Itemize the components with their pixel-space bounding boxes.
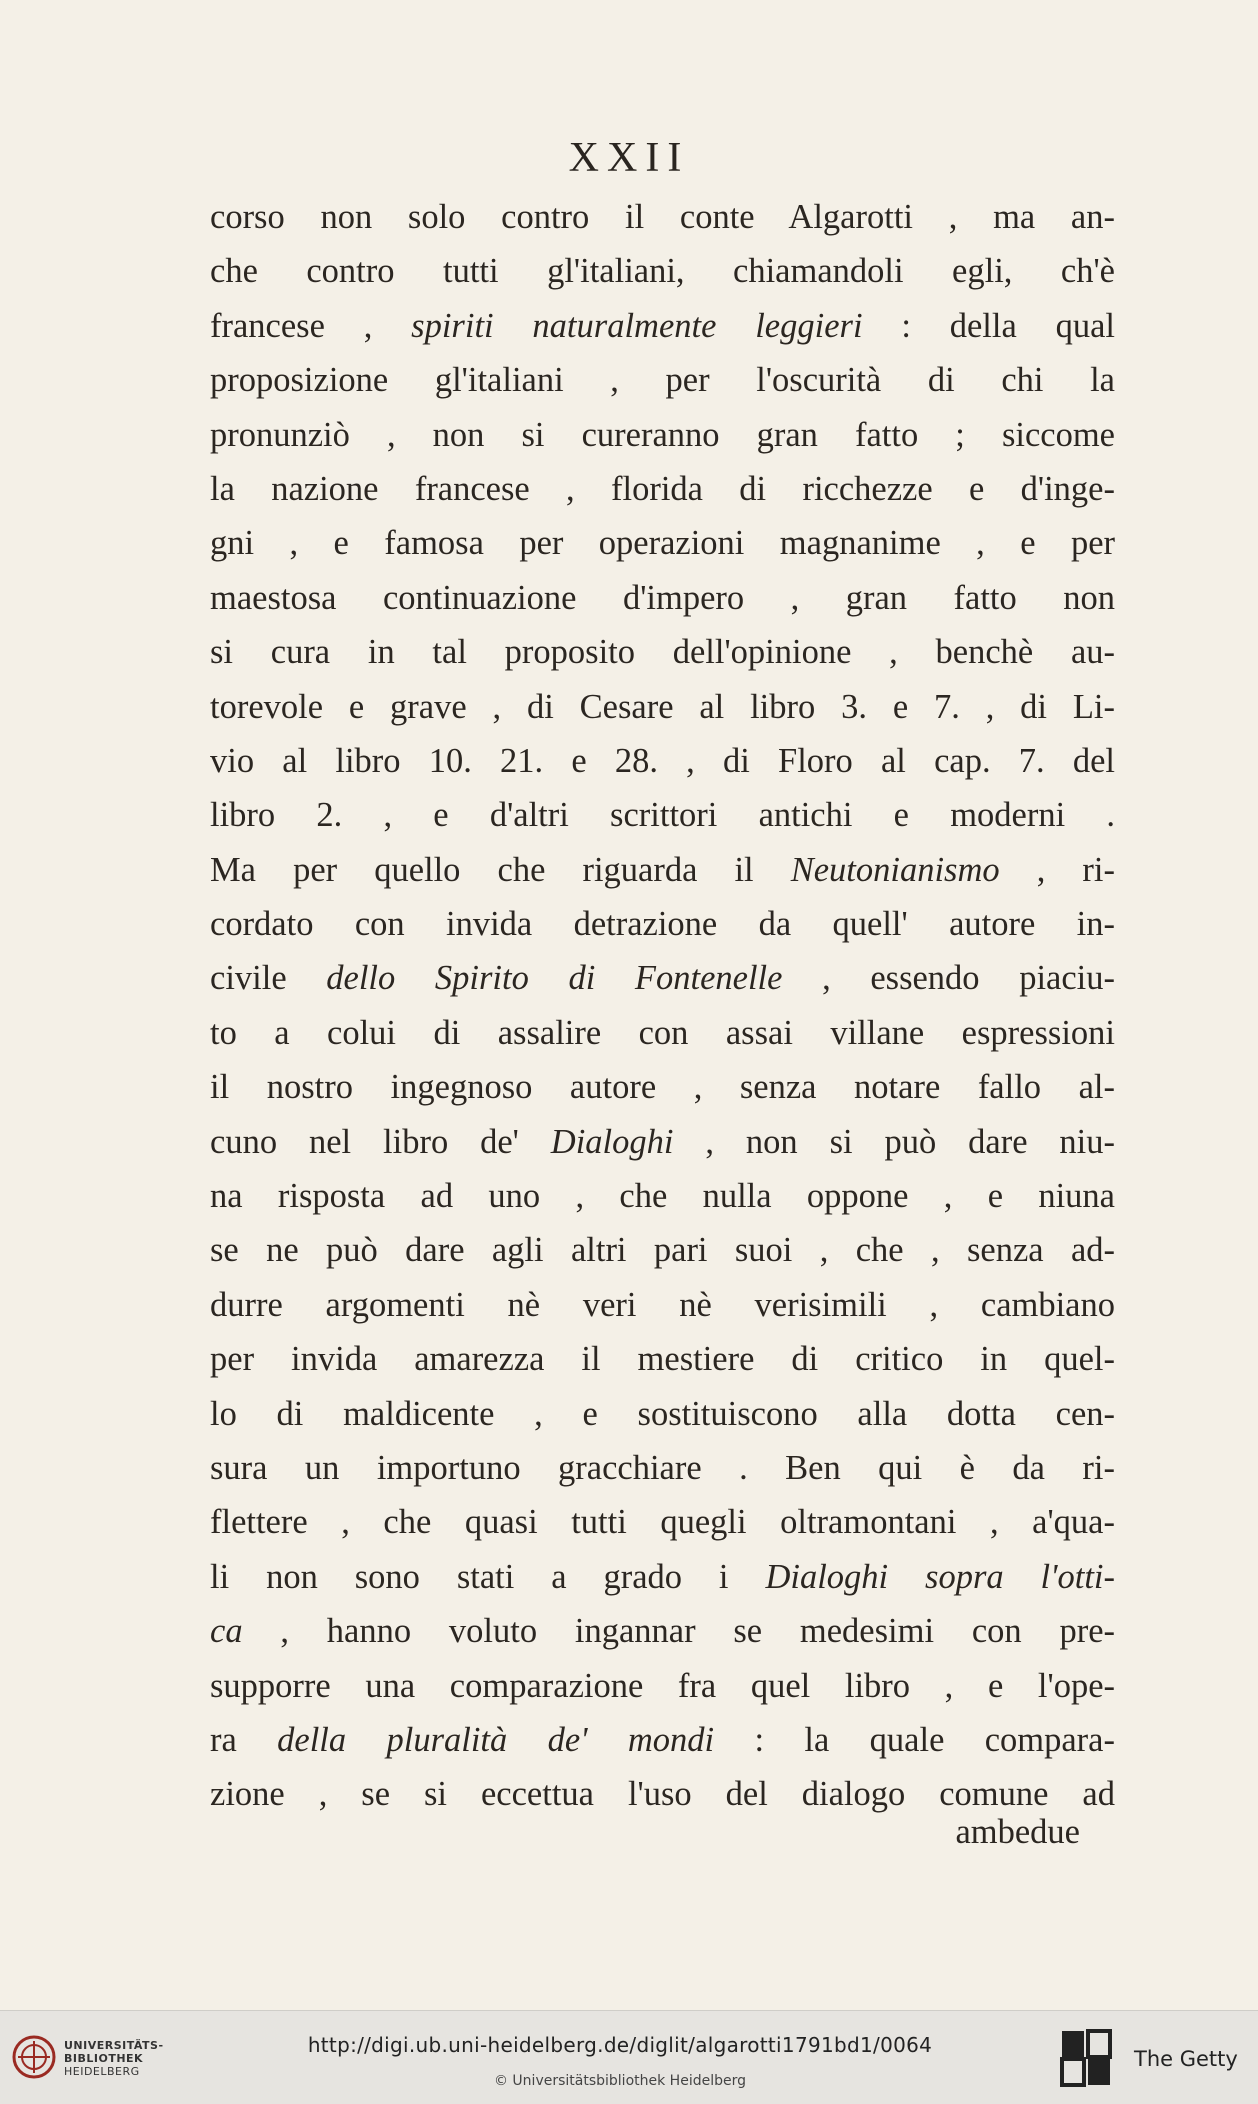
text-segment: civile <box>210 959 327 998</box>
text-line <box>210 408 1115 462</box>
text-line <box>210 734 1115 788</box>
text-line <box>210 1278 1115 1332</box>
text-segment: sura un importuno gracchiare . Ben qui è da ri- <box>210 1448 1115 1487</box>
text-line <box>210 299 1115 353</box>
copyright-notice: © Universitätsbibliothek Heidelberg <box>493 2073 746 2089</box>
text-segment: cordato con invida detrazione da quell' autore in- <box>210 905 1115 944</box>
text-segment: : la quale compara- <box>714 1720 1115 1759</box>
partner-name: The Getty <box>1134 2047 1238 2071</box>
catchword: ambedue <box>955 1813 1080 1851</box>
text-segment: gni , e famosa per operazioni magnanime , e per <box>210 524 1115 563</box>
text-segment: li non sono stati a grado i <box>210 1557 766 1596</box>
text-segment: Ma per quello che riguarda il <box>210 850 791 889</box>
page-number-header: XXII <box>568 135 690 181</box>
library-name-line2: BIBLIOTHEK <box>64 2052 144 2065</box>
text-segment: , ri- <box>999 850 1115 889</box>
text-segment: to a colui di assalire con assai villane espressioni <box>210 1013 1115 1052</box>
text-line <box>210 1060 1115 1114</box>
library-name-line3: HEIDELBERG <box>64 2065 140 2078</box>
text-line <box>210 680 1115 734</box>
text-line <box>210 353 1115 407</box>
text-line <box>210 1441 1115 1495</box>
text-line <box>210 462 1115 516</box>
text-segment: supporre una comparazione fra quel libro , e l'ope- <box>210 1666 1115 1705</box>
text-line <box>210 1713 1115 1767</box>
text-segment: na risposta ad uno , che nulla oppone , e niuna <box>210 1177 1115 1216</box>
text-line <box>210 1115 1115 1169</box>
library-seal-icon <box>12 2035 56 2079</box>
text-line <box>210 1387 1115 1441</box>
italic-segment: della pluralità de' mondi <box>277 1720 715 1759</box>
text-segment: durre argomenti nè veri nè verisimili , cambiano <box>210 1285 1115 1324</box>
text-segment: , non si può dare niu- <box>673 1122 1115 1161</box>
text-segment: libro 2. , e d'altri scrittori antichi e moderni . <box>210 796 1115 835</box>
heidelberg-library-logo[interactable] <box>12 2033 182 2083</box>
text-segment: pronunziò , non si cureranno gran fatto ; siccome <box>210 415 1115 454</box>
text-line <box>210 843 1115 897</box>
permalink-url[interactable]: http://digi.ub.uni-heidelberg.de/diglit/algarotti1791bd1/0064 <box>307 2033 933 2057</box>
getty-logo[interactable] <box>1060 2029 1250 2089</box>
italic-segment: ca <box>210 1612 243 1651</box>
text-segment: proposizione gl'italiani , per l'oscurità di chi la <box>210 361 1115 400</box>
text-line <box>210 1223 1115 1277</box>
viewer-footer <box>0 2010 1258 2104</box>
text-line <box>210 951 1115 1005</box>
text-line <box>210 1604 1115 1658</box>
text-segment: zione , se si eccettua l'uso del dialogo comune ad <box>210 1775 1115 1814</box>
text-line <box>210 190 1115 244</box>
text-segment: si cura in tal proposito dell'opinione , benchè au- <box>210 633 1115 672</box>
text-segment: , hanno voluto ingannar se medesimi con pre- <box>242 1612 1115 1651</box>
text-segment: torevole e grave , di Cesare al libro 3. e 7. , di Li- <box>210 687 1115 726</box>
text-line <box>210 788 1115 842</box>
text-segment: per invida amarezza il mestiere di critico in quel- <box>210 1340 1115 1379</box>
text-segment: flettere , che quasi tutti quegli oltramontani , a'qua- <box>210 1503 1115 1542</box>
text-line <box>210 571 1115 625</box>
text-segment: vio al libro 10. 21. e 28. , di Floro al cap. 7. del <box>210 741 1115 780</box>
italic-segment: dello Spirito di Fontenelle <box>326 959 783 998</box>
italic-segment: Dialoghi <box>550 1122 674 1161</box>
text-segment: che contro tutti gl'italiani, chiamandoli egli, ch'è <box>210 252 1115 291</box>
text-segment: lo di maldicente , e sostituiscono alla dotta cen- <box>210 1394 1115 1433</box>
text-segment: il nostro ingegnoso autore , senza notare fallo al- <box>210 1068 1115 1107</box>
text-segment: cuno nel libro de' <box>210 1122 551 1161</box>
text-segment: maestosa continuazione d'impero , gran fatto non <box>210 578 1115 617</box>
getty-mark-icon <box>1060 2029 1112 2087</box>
text-line <box>210 1169 1115 1223</box>
text-segment: : della qual <box>862 306 1115 345</box>
text-segment: ra <box>210 1720 278 1759</box>
text-line <box>210 516 1115 570</box>
text-line <box>210 1006 1115 1060</box>
italic-segment: spiriti naturalmente leggieri <box>411 306 863 345</box>
italic-segment: Neutonianismo <box>790 850 1000 889</box>
body-text <box>210 190 1115 1822</box>
text-segment: , essendo piaciu- <box>782 959 1115 998</box>
text-line <box>210 1332 1115 1386</box>
text-line <box>210 897 1115 951</box>
text-line <box>210 625 1115 679</box>
library-name-line1: UNIVERSITÄTS- <box>64 2039 164 2052</box>
text-line <box>210 1550 1115 1604</box>
text-segment: francese , <box>210 306 412 345</box>
text-line <box>210 1659 1115 1713</box>
text-segment: la nazione francese , florida di ricchezze e d'inge- <box>210 469 1115 508</box>
text-segment: se ne può dare agli altri pari suoi , che , senza ad- <box>210 1231 1115 1270</box>
text-line <box>210 1495 1115 1549</box>
text-segment: corso non solo contro il conte Algarotti , ma an- <box>210 198 1115 236</box>
text-line <box>210 244 1115 298</box>
italic-segment: Dialoghi sopra l'otti- <box>765 1557 1115 1596</box>
